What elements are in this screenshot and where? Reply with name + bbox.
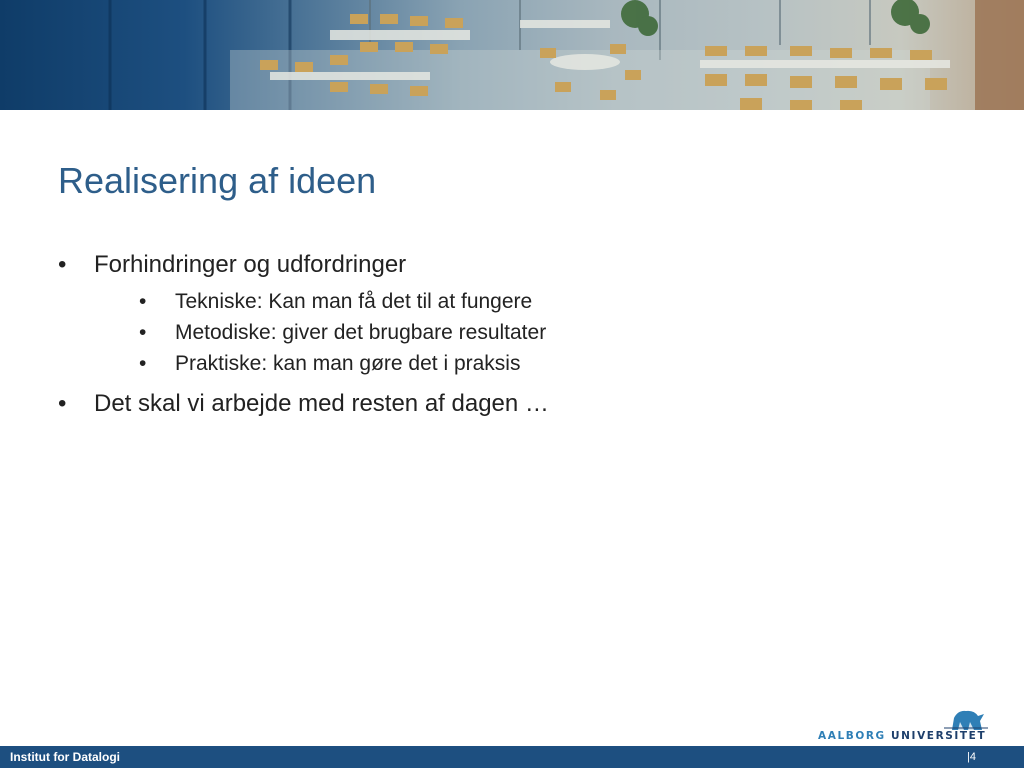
- sub-bullet-item: [139, 348, 549, 379]
- bullet-text: Det skal vi arbejde med resten af dagen …: [94, 390, 549, 417]
- sub-bullet-item: [139, 317, 549, 348]
- footer-department: Institut for Datalogi: [10, 750, 120, 764]
- bullet-icon: •: [139, 321, 147, 344]
- sub-bullet-text: Praktiske: kan man gøre det i praksis: [175, 352, 521, 375]
- bullet-icon: •: [139, 290, 147, 313]
- bullet-icon: •: [139, 352, 147, 375]
- header-photo-banner: [0, 0, 1024, 110]
- sub-bullet-text: Tekniske: Kan man få det til at fungere: [175, 290, 533, 313]
- logo-word-aalborg: AALBORG: [818, 730, 886, 742]
- cafeteria-photo-illustration: [0, 0, 1024, 110]
- slide-title: Realisering af ideen: [58, 160, 377, 201]
- bullet-item: [58, 387, 549, 421]
- page-number: |4: [967, 751, 976, 763]
- logo-word-universitet: UNIVERSITET: [891, 730, 987, 742]
- bullet-icon: •: [58, 390, 67, 417]
- bullet-text: Forhindringer og udfordringer: [94, 251, 407, 278]
- sub-bullet-item: [139, 286, 549, 317]
- bullet-list: [58, 248, 549, 421]
- logo-wordmark: [818, 730, 986, 742]
- bullet-icon: •: [58, 251, 67, 278]
- sub-bullet-list: [94, 286, 549, 379]
- sub-bullet-text: Metodiske: giver det brugbare resultater: [175, 321, 547, 344]
- bullet-item: [58, 248, 549, 379]
- aalborg-universitet-logo: [818, 708, 988, 742]
- footer-bar: [0, 746, 1024, 768]
- university-seal-icon: [944, 708, 988, 730]
